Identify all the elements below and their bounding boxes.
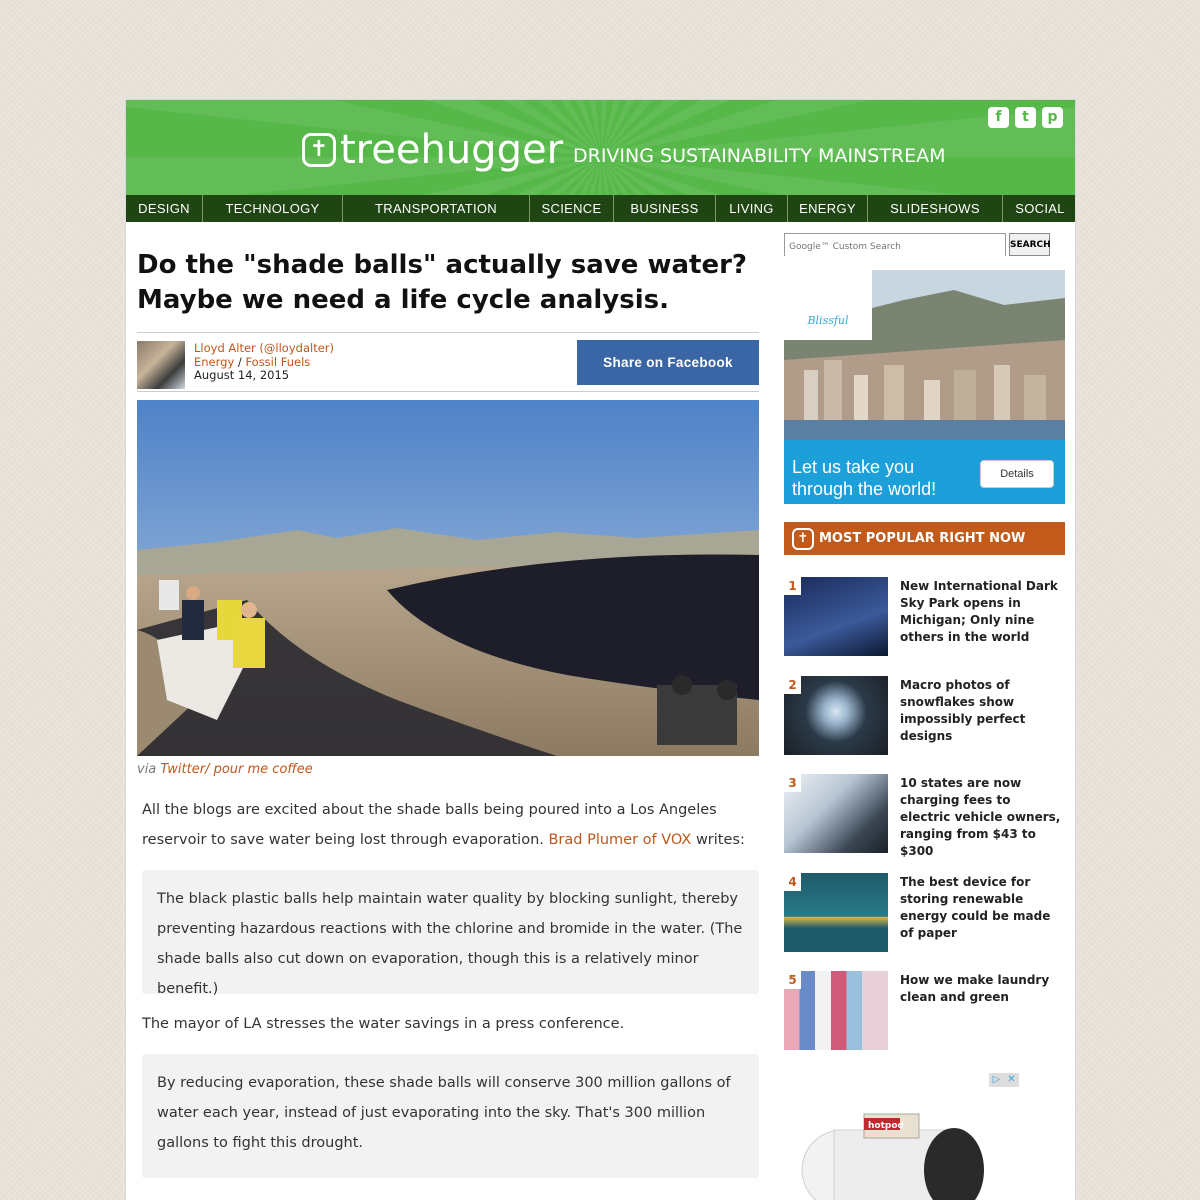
page-container — [125, 99, 1076, 1200]
image-credit — [137, 762, 313, 777]
treehugger-logo-icon: ✝ — [302, 133, 336, 167]
para1-text-a: All the blogs are excited about the shade balls being poured into a Los Angeles reservoir to save water being lost through evaporation. — [142, 802, 717, 848]
product-ad[interactable] — [784, 1100, 1065, 1200]
ad-details-button[interactable]: Details — [980, 460, 1054, 488]
shade-balls-photo — [137, 400, 759, 756]
hotpod-brand: hotpod — [868, 1121, 904, 1131]
facebook-icon[interactable]: f — [988, 107, 1009, 128]
ad-choices[interactable] — [989, 1073, 1019, 1087]
credit-source-link[interactable]: Twitter/ pour me coffee — [160, 762, 313, 777]
blissful-logo: Blissful — [784, 270, 872, 340]
subcategory-link[interactable]: Fossil Fuels — [245, 354, 311, 369]
popular-item-1[interactable] — [784, 577, 1065, 657]
article-paragraph-1 — [142, 795, 762, 855]
social-links — [988, 107, 1063, 128]
vox-link[interactable]: Brad Plumer of VOX — [548, 832, 692, 848]
popular-item-3[interactable] — [784, 774, 1065, 858]
blockquote-2: By reducing evaporation, these shade balls will conserve 300 million gallons of water each year, instead of just evaporating into the sky. That's 300 million gallons to fight this drought. — [142, 1054, 759, 1178]
hero-image — [137, 400, 759, 756]
blockquote-1: The black plastic balls help maintain water quality by blocking sunlight, thereby preventing hazardous reactions with the chlorine and bromide in the water. (The shade balls also cut down on evaporation, though this is a relatively minor benefit.) — [142, 870, 759, 994]
most-popular-header — [784, 522, 1065, 555]
popular-title-2[interactable]: Macro photos of snowflakes show impossibly perfect designs — [900, 678, 1026, 743]
search-input[interactable] — [785, 237, 1005, 258]
popular-rank-2: 2 — [784, 676, 801, 694]
nav-design[interactable]: DESIGN — [126, 195, 203, 222]
article-date: August 14, 2015 — [194, 368, 290, 382]
article-title: Do the "shade balls" actually save water? Maybe we need a life cycle analysis. — [137, 250, 747, 315]
nav-transportation[interactable]: TRANSPORTATION — [343, 195, 530, 222]
nav-technology[interactable]: TECHNOLOGY — [203, 195, 343, 222]
ad-text-line1: Let us take you — [792, 457, 915, 477]
nav-energy[interactable]: ENERGY — [788, 195, 868, 222]
credit-prefix: via — [137, 762, 161, 777]
logo-text: treehugger — [340, 127, 564, 173]
article-paragraph-2: The mayor of LA stresses the water savings in a press conference. — [142, 1016, 625, 1032]
popular-title-5[interactable]: How we make laundry clean and green — [900, 973, 1050, 1004]
treehugger-small-icon: ✝ — [792, 528, 814, 550]
article-meta — [137, 332, 759, 392]
nav-business[interactable]: BUSINESS — [614, 195, 716, 222]
search-box — [784, 233, 1006, 256]
search-button[interactable]: SEARCH — [1009, 233, 1050, 256]
site-header — [126, 100, 1076, 195]
most-popular-title: MOST POPULAR RIGHT NOW — [819, 531, 1026, 546]
nav-science[interactable]: SCIENCE — [530, 195, 614, 222]
site-logo[interactable] — [302, 127, 564, 173]
travel-ad[interactable] — [784, 270, 1065, 504]
popular-rank-4: 4 — [784, 873, 801, 891]
popular-item-4[interactable] — [784, 873, 1065, 953]
popular-rank-5: 5 — [784, 971, 801, 989]
ad-text — [792, 456, 936, 500]
para1-text-b: writes: — [691, 832, 745, 848]
category-separator: / — [234, 354, 246, 369]
nav-social[interactable]: SOCIAL — [1015, 201, 1065, 216]
author-link[interactable]: Lloyd Alter (@lloydalter) — [194, 341, 334, 355]
popular-rank-1: 1 — [784, 577, 801, 595]
ad-banner — [784, 440, 1065, 504]
popular-title-1[interactable]: New International Dark Sky Park opens in Michigan; Only nine others in the world — [900, 579, 1058, 644]
site-tagline: DRIVING SUSTAINABILITY MAINSTREAM — [573, 145, 946, 167]
nav-living[interactable]: LIVING — [716, 195, 788, 222]
nav-slideshows[interactable]: SLIDESHOWS — [868, 195, 1003, 222]
main-nav — [126, 195, 1076, 222]
popular-title-4[interactable]: The best device for storing renewable energy could be made of paper — [900, 875, 1051, 940]
pinterest-icon[interactable]: p — [1042, 107, 1063, 128]
close-icon[interactable]: ✕ — [1007, 1074, 1016, 1085]
ad-text-line2: through the world! — [792, 479, 937, 499]
popular-item-2[interactable] — [784, 676, 1065, 756]
category-link[interactable]: Energy — [194, 354, 235, 369]
popular-title-3[interactable]: 10 states are now charging fees to electric vehicle owners, ranging from $43 to $300 — [900, 776, 1061, 858]
author-avatar[interactable] — [137, 341, 185, 389]
adchoices-icon[interactable]: ▷ — [992, 1074, 1001, 1085]
share-facebook-button[interactable]: Share on Facebook — [577, 340, 759, 385]
twitter-icon[interactable]: t — [1015, 107, 1036, 128]
heater-product-image — [784, 1100, 1065, 1200]
popular-item-5[interactable] — [784, 971, 1065, 1051]
popular-rank-3: 3 — [784, 774, 801, 792]
byline — [194, 342, 334, 383]
